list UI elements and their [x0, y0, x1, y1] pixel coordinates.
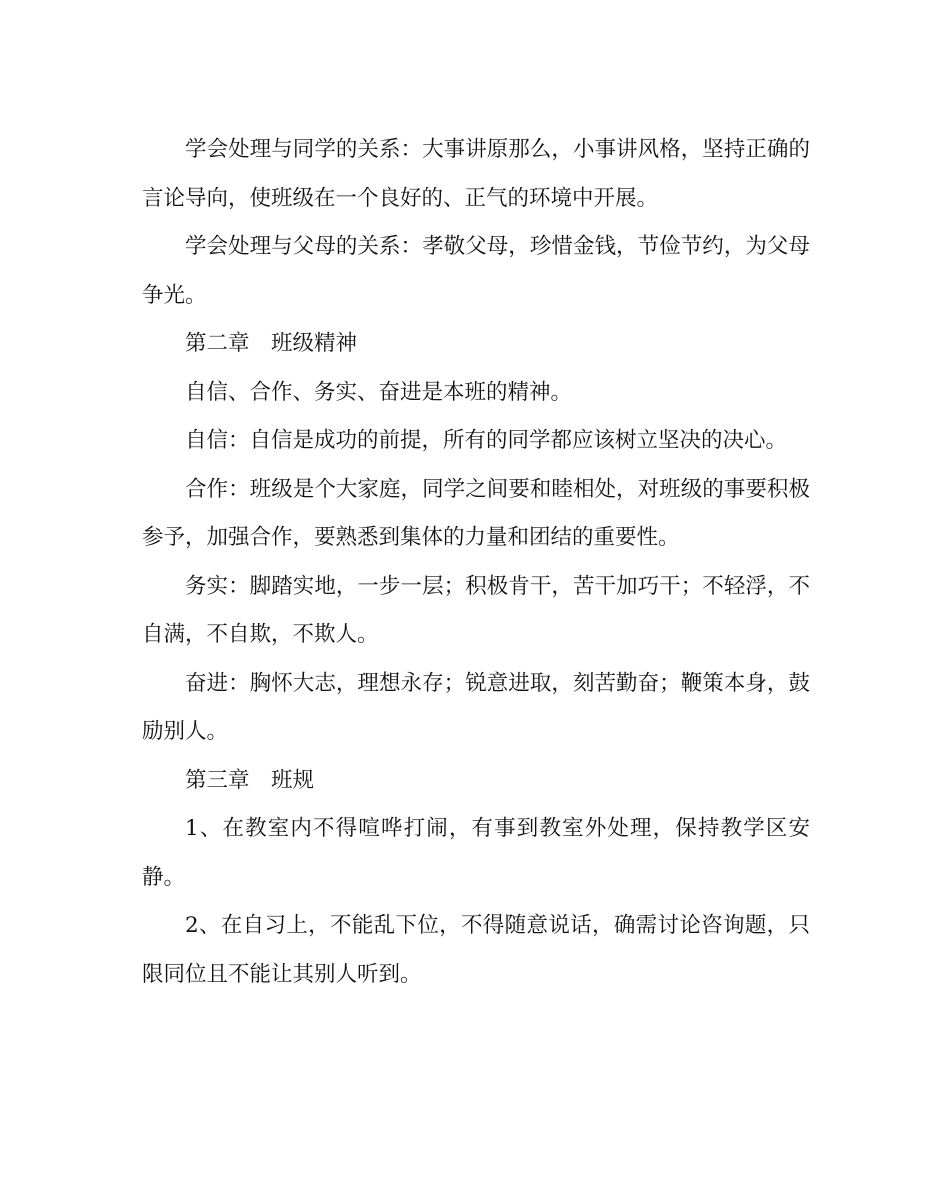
- paragraph-classmate-relations: 学会处理与同学的关系：大事讲原那么，小事讲风格，坚持正确的言论导向，使班级在一个良好的、正气的环境中开展。: [142, 137, 810, 211]
- chapter-3-heading: 第三章 班规: [185, 767, 315, 793]
- chapter-2-heading: 第二章 班级精神: [185, 331, 358, 356]
- rule-2: 2、在自习上，不能乱下位，不得随意说话，确需讨论咨询题，只限同位且不能让其别人听到。: [142, 913, 810, 987]
- paragraph-cooperation: 合作：班级是个大家庭，同学之间要和睦相处，对班级的事要积极参予，加强合作，要熟悉到集体的力量和团结的重要性。: [142, 476, 810, 550]
- paragraph-class-spirit: 自信、合作、务实、奋进是本班的精神。: [185, 379, 573, 405]
- paragraph-confidence: 自信：自信是成功的前提，所有的同学都应该树立坚决的决心。: [185, 428, 788, 453]
- paragraph-pragmatism: 务实：脚踏实地，一步一层；积极肯干，苦干加巧干；不轻浮，不自满，不自欺，不欺人。: [142, 573, 810, 647]
- rule-1: 1、在教室内不得喧哗打闹，有事到教室外处理，保持教学区安静。: [142, 816, 810, 890]
- paragraph-striving: 奋进：胸怀大志，理想永存；锐意进取，刻苦勤奋；鞭策本身，鼓励别人。: [142, 670, 810, 744]
- document-body: [142, 126, 810, 999]
- paragraph-parent-relations: 学会处理与父母的关系：孝敬父母，珍惜金钱，节俭节约，为父母争光。: [142, 234, 810, 308]
